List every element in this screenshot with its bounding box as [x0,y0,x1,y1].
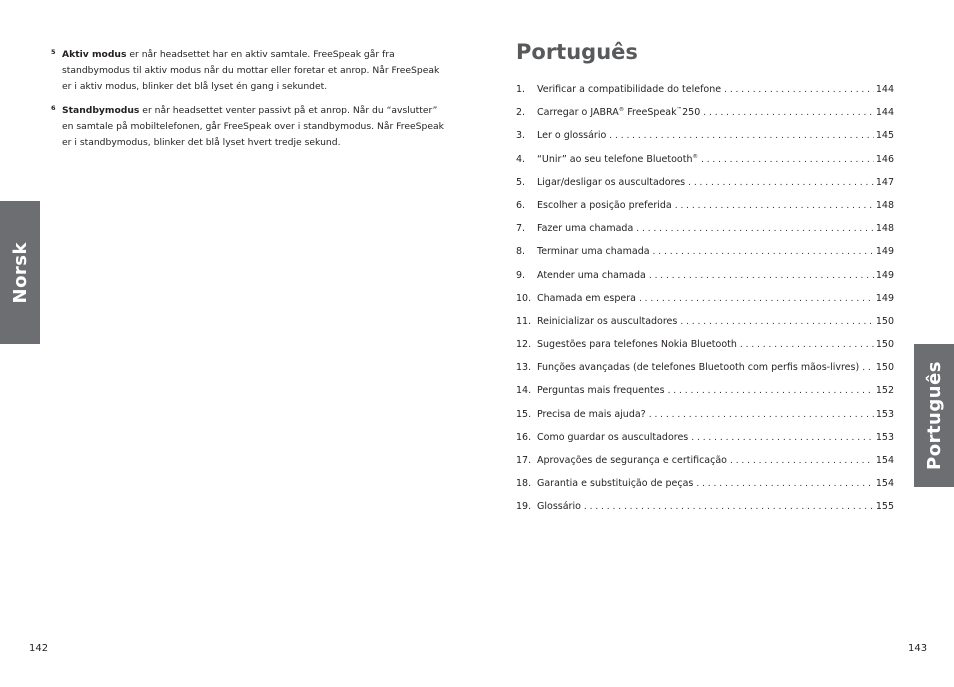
side-tab-norsk [0,201,40,344]
toc-item-page: 149 [875,292,894,304]
toc-dot-leader [688,178,874,188]
toc-item-page: 149 [875,269,894,281]
toc-dot-leader [584,502,874,512]
toc-item-page: 148 [875,199,894,211]
toc-item-title: Fazer uma chamada [537,223,634,235]
page-number-right: 143 [908,643,928,654]
toc-item-number: 8. [516,246,526,258]
footnote-5 [51,47,446,95]
toc-item-number: 4. [516,153,526,165]
toc-item-page: 150 [875,315,894,327]
toc-item-number: 12. [516,339,532,351]
footnote-term: Standbymodus [62,105,140,116]
toc-item-title: Aprovações de segurança e certificação [537,455,727,466]
toc-item[interactable] [516,316,894,339]
toc-dot-leader [649,271,874,281]
toc-item[interactable] [516,478,894,501]
toc-dot-leader [636,224,874,234]
toc-item-title: Funções avançadas (de telefones Bluetooth com perfis mãos-livres) [537,362,860,374]
toc-item-title-part: Carregar o JABRA [537,107,619,119]
toc-item[interactable] [516,339,894,362]
toc-item-number: 11. [516,315,532,327]
toc-dot-leader [680,317,874,327]
toc-item-number: 19. [516,501,532,513]
toc-item-title: Reinicializar os auscultadores [537,315,678,327]
side-tab-label: Português [923,361,945,470]
toc-item-page: 145 [875,130,894,142]
toc-item[interactable] [516,362,894,385]
toc-dot-leader [609,131,874,141]
toc-item-page: 153 [875,408,894,420]
toc-item-page: 148 [875,223,894,235]
toc-item-page: 154 [875,455,894,466]
toc-item-number: 15. [516,408,532,420]
toc-item[interactable] [516,293,894,316]
toc-dot-leader [730,456,874,466]
toc-item-number: 5. [516,176,526,188]
toc-dot-leader [703,108,874,118]
toc-item-title: Ler o glossário [537,130,607,142]
toc-dot-leader [653,247,874,257]
toc-dot-leader [724,85,874,95]
toc-item-page: 152 [875,385,894,397]
toc-item-number: 3. [516,130,526,142]
toc-item-page: 154 [875,478,894,490]
toc-item-title: Garantia e substituição de peças [537,478,694,490]
toc-item-number: 1. [516,84,526,95]
footnote-6 [51,103,446,151]
trademark-mark: ® [692,153,698,160]
toc-item-number: 17. [516,455,532,466]
toc-item-title: Escolher a posição preferida [537,199,672,211]
toc-item[interactable] [516,455,894,478]
toc-dot-leader [696,479,874,489]
toc-item-title [537,107,703,118]
toc-item-title: Terminar uma chamada [537,246,650,258]
toc-item[interactable] [516,223,894,246]
toc-item[interactable] [516,107,894,130]
toc-item-page: 155 [875,501,894,513]
toc-item-title: Verificar a compatibilidade do telefone [537,84,722,95]
footnote-number: 6 [51,104,56,112]
toc-item-page: 144 [875,84,894,95]
footnote-body [62,47,446,95]
toc-dot-leader [701,155,874,165]
toc-item-title: Perguntas mais frequentes [537,385,665,397]
toc-item-title-part: FreeSpeak [624,107,677,119]
right-page [477,0,954,687]
toc-item-number: 6. [516,199,526,211]
toc-item-title: Como guardar os auscultadores [537,431,689,443]
footnote-text: er når headsettet venter passivt på et anrop. Når du “avslutter” en samtale på mobiltelefonen, går FreeSpeak over i standbymodus. Når FreeSpeak er i standbymodus, blinker det blå lyset hvert tredje sekund. [62,105,444,148]
toc-item-title: Atender uma chamada [537,269,646,281]
side-tab-portugues [914,344,954,487]
toc-item[interactable] [516,84,894,107]
toc-item-number: 14. [516,385,532,397]
page-title: Português [516,40,638,64]
toc-item-page: 150 [875,362,894,374]
toc-item-title-part: “Unir” ao seu telefone Bluetooth [537,153,693,165]
toc-item[interactable] [516,432,894,455]
toc-item-page: 147 [875,176,894,188]
toc-item-title-part: 250 [682,107,701,119]
toc-item-title: Sugestões para telefones Nokia Bluetooth [537,339,737,351]
toc-item-page: 149 [875,246,894,258]
toc-item-page: 144 [875,107,894,119]
toc-item-number: 7. [516,223,526,235]
toc-item-number: 18. [516,478,532,490]
toc-item-number: 2. [516,107,526,119]
toc-item[interactable] [516,270,894,293]
toc-item-title: Ligar/desligar os auscultadores [537,176,686,188]
toc-item[interactable] [516,246,894,269]
toc-item-number: 9. [516,269,526,281]
toc-item-title: Precisa de mais ajuda? [537,408,646,420]
side-tab-label: Norsk [9,241,31,304]
toc-item[interactable] [516,154,894,177]
table-of-contents [516,84,894,525]
toc-item-page: 146 [875,153,894,165]
trademark-mark: ™ [676,107,683,114]
toc-item[interactable] [516,385,894,408]
toc-item[interactable] [516,409,894,432]
footnote-term: Aktiv modus [62,49,127,60]
toc-dot-leader [668,386,874,396]
toc-item-title: Chamada em espera [537,292,636,304]
toc-item[interactable] [516,501,894,524]
page-number-left: 142 [29,643,49,654]
footnote-number: 5 [51,48,56,56]
toc-item-page: 153 [875,431,894,443]
toc-dot-leader [740,340,874,350]
toc-item-title: Glossário [537,501,581,513]
footnote-body [62,103,446,151]
toc-item-number: 16. [516,431,532,443]
footnote-text: er når headsettet har en aktiv samtale. FreeSpeak går fra standbymodus til aktiv modus når du mottar eller foretar et anrop. Når FreeSpeak er i aktiv modus, blinker det blå lyset én gang i sekundet. [62,49,440,92]
toc-item[interactable] [516,177,894,200]
toc-dot-leader [691,433,874,443]
toc-item-number: 10. [516,292,532,304]
toc-item-title [537,154,701,165]
toc-dot-leader [675,201,874,211]
trademark-mark: ® [618,107,625,114]
toc-item-page: 150 [875,339,894,351]
toc-dot-leader [639,294,874,304]
toc-dot-leader [649,410,874,420]
toc-item[interactable] [516,130,894,153]
toc-dot-leader [862,363,874,373]
toc-item-number: 13. [516,362,532,374]
toc-item[interactable] [516,200,894,223]
